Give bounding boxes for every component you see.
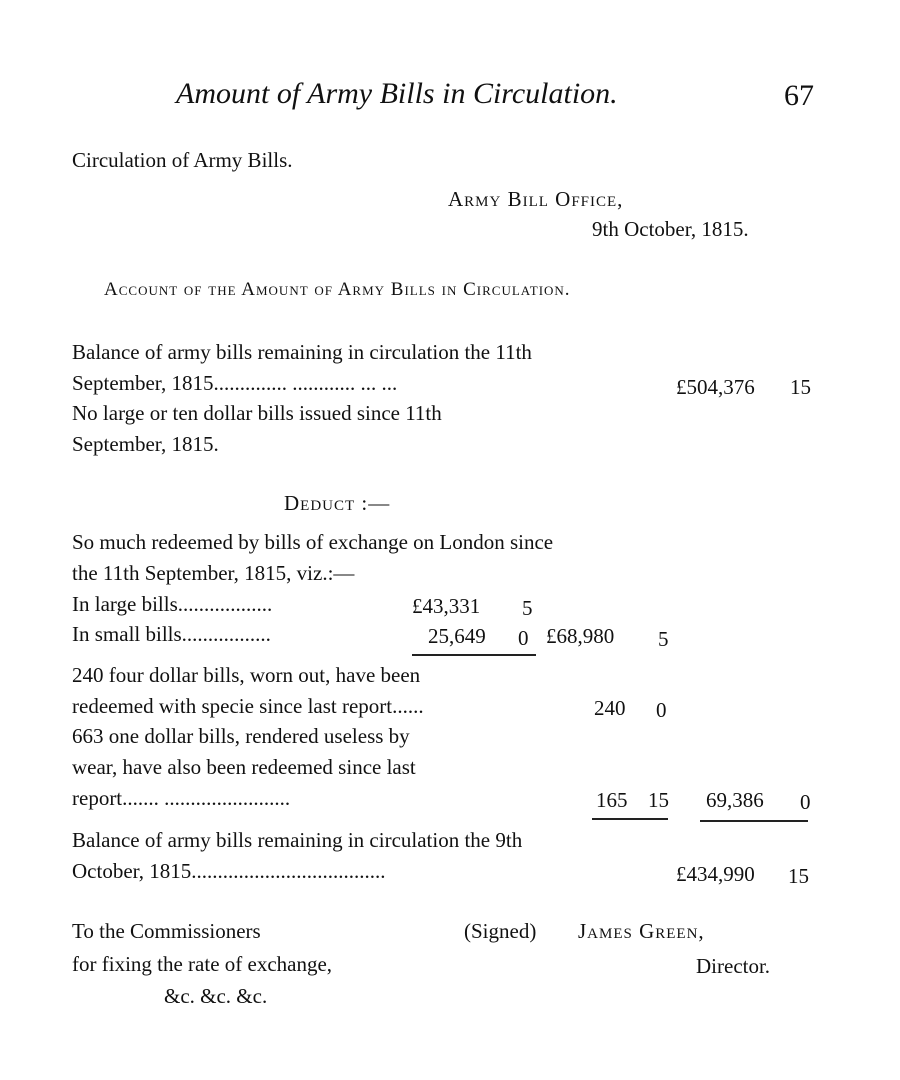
exchange-line-1: So much redeemed by bills of exchange on London since bbox=[72, 530, 554, 554]
opening-note-line-2: September, 1815. bbox=[72, 432, 219, 456]
four-dollar-line-1: 240 four dollar bills, worn out, have been bbox=[72, 663, 421, 687]
page-number: 67 bbox=[784, 79, 814, 112]
small-bills-label: In small bills................. bbox=[72, 622, 271, 646]
signatory-name: James Green, bbox=[578, 919, 705, 943]
small-bills-shillings: 0 bbox=[518, 626, 529, 650]
exchange-subtotal-shillings: 5 bbox=[658, 627, 669, 651]
exchange-total-rule bbox=[412, 654, 536, 656]
deduct-heading: Deduct :— bbox=[284, 491, 391, 515]
deduction-total-shillings: 0 bbox=[800, 790, 811, 814]
one-dollar-line-2: wear, have also been redeemed since last bbox=[72, 755, 416, 779]
large-bills-label: In large bills.................. bbox=[72, 592, 273, 616]
office-name: Army Bill Office, bbox=[448, 187, 624, 211]
opening-line-1: Balance of army bills remaining in circulation the 11th bbox=[72, 340, 532, 364]
subtotal-rule bbox=[592, 818, 668, 820]
opening-amount-pounds: £504,376 bbox=[676, 375, 755, 399]
exchange-subtotal-pounds: £68,980 bbox=[546, 624, 615, 648]
one-dollar-line-3: report....... ........................ bbox=[72, 786, 291, 810]
signature-prefix: (Signed) bbox=[464, 919, 537, 943]
running-head: Amount of Army Bills in Circulation. bbox=[176, 77, 618, 110]
office-date: 9th October, 1815. bbox=[592, 217, 749, 241]
deduction-total-rule bbox=[700, 820, 808, 822]
addressee-line-3: &c. &c. &c. bbox=[164, 984, 268, 1008]
four-dollar-pounds: 240 bbox=[594, 696, 626, 720]
one-dollar-pounds: 165 bbox=[596, 788, 628, 812]
one-dollar-line-1: 663 one dollar bills, rendered useless by bbox=[72, 724, 410, 748]
deduction-total-pounds: 69,386 bbox=[706, 788, 764, 812]
closing-amount-pounds: £434,990 bbox=[676, 862, 755, 886]
opening-note-line-1: No large or ten dollar bills issued since 11th bbox=[72, 401, 442, 425]
closing-line-2: October, 1815..................................... bbox=[72, 859, 386, 883]
addressee-line-2: for fixing the rate of exchange, bbox=[72, 952, 333, 976]
large-bills-pounds: £43,331 bbox=[412, 594, 481, 618]
one-dollar-shillings: 15 bbox=[648, 788, 669, 812]
signatory-title: Director. bbox=[696, 954, 771, 978]
closing-amount-shillings: 15 bbox=[788, 864, 809, 888]
four-dollar-shillings: 0 bbox=[656, 698, 667, 722]
account-heading: Account of the Amount of Army Bills in Circulation. bbox=[104, 279, 571, 300]
small-bills-pounds: 25,649 bbox=[428, 624, 486, 648]
section-title: Circulation of Army Bills. bbox=[72, 148, 293, 172]
large-bills-shillings: 5 bbox=[522, 596, 533, 620]
addressee-line-1: To the Commissioners bbox=[72, 919, 261, 943]
closing-line-1: Balance of army bills remaining in circulation the 9th bbox=[72, 828, 523, 852]
four-dollar-line-2: redeemed with specie since last report...... bbox=[72, 694, 424, 718]
exchange-line-2: the 11th September, 1815, viz.:— bbox=[72, 561, 355, 585]
opening-amount-shillings: 15 bbox=[790, 375, 811, 399]
opening-line-2: September, 1815.............. ............ ... ... bbox=[72, 371, 398, 395]
